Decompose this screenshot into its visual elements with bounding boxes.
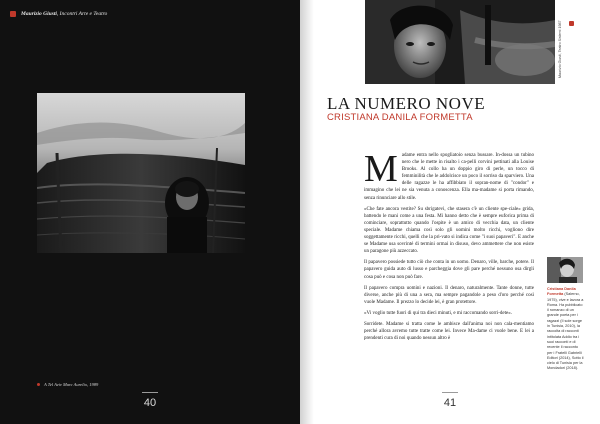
author-thumbnail-image <box>547 257 583 283</box>
body-paragraph: «Vi voglio tutte fuori di qui tra dieci minuti, e mi raccomando sorri-dete». <box>364 310 512 316</box>
body-paragraph: Sorridete. Madame si tratta come le ambisce dall'anima noi non cala-mentiamo perché allora avremo tutte tratte come lei. Invece Ma-dame ci vuole bene. E lei a prendenti cura di noi quando nessun altro è <box>364 321 534 342</box>
header-separator: , <box>56 11 60 17</box>
author-bio-text: (Salerno, 1975), vive e lavora a Roma. Ha pubblicato il romanzo di un grande poeta per i ragazzi (Il sole sorge in Tunisia, 2010), la raccolta di racconti intitolata Addio tra i suoi racconti e di recente il racconto per i Fratelli Gabrielli Editori (2014), Sotto il cielo di Tunisia per la Mondadori (2018). <box>547 292 584 371</box>
body-paragraph: adame entra nello spogliatoio senza bussare. In-dossa un tubino nero che le mette in risalto i ca-pelli corvini pettinati alla Louise Brooks. Al collo ha un doppio giro di perle, un tocco di femminilità che le addolcisce un poco il sorriso da sparviero. Una delle ragazze le ha affibbiato il sopran-nome di "condor" e immagino che lei ne sia venuta a conoscenza. Ella ma-madame si porta rimando, senza rinunciare allo stile. <box>364 153 534 201</box>
author-thumbnail <box>547 257 583 283</box>
portrait-photo-left <box>37 93 245 253</box>
story-body <box>364 152 534 380</box>
header-author: Maurizio Giusti <box>21 11 57 17</box>
caption-text: A Tel Aviv Marc Aurelio, 1989 <box>44 382 99 387</box>
body-paragraph: «Che fate ancora vestite? Su sbrigatevi, che stasera c'è un cliente spe-ciale» grida, battendo le mani come a una festa. Mi hanno detto che è sempre euforica prima di cominciare, soprattutto quando l'ospite è un amico di vecchia data, un cliente speciale. Madame chiama così solo gli uomini molto ricchi, vogliono dire soggettamente ricchi, quelli che la pri-vato si indica come "i suoi papaveri". E anche se Madame usa sovrinté di termini ormai in disuso, devo ammettere che non esiste un paragone più azzeccato. <box>364 206 534 255</box>
photo-credit-text: Maurizio Giusti, Teatro Sistemi 1987 <box>558 20 562 78</box>
running-header <box>10 11 107 17</box>
spine-shadow <box>300 0 314 424</box>
header-photo-image <box>365 0 555 84</box>
header-photo-right <box>365 0 555 84</box>
right-page <box>300 0 600 424</box>
photo-credit-vertical <box>558 6 566 78</box>
author-bio <box>547 287 584 372</box>
page-number-right: 41 <box>443 397 457 409</box>
red-square-marker <box>10 11 16 17</box>
portrait-photo-image <box>37 93 245 253</box>
body-paragraph: Il papavero compra uomini e nazioni. Il denaro, naturalmente. Tante donne, tutte diverse, anche più di una a sera, ma sempre pagandole a peso d'oro perché così vuole Madame. Il prezzo lo decide lei, è gran protettore. <box>364 285 534 305</box>
red-square-marker-right <box>569 21 574 26</box>
header-text <box>21 11 107 17</box>
header-title: Incontri Arte e Teatro <box>59 11 108 17</box>
page-number-rule-right <box>442 392 458 393</box>
drop-cap: M <box>364 152 398 190</box>
photo-caption-left <box>37 382 98 387</box>
author-bio-name: Cristiana Danila Formetta <box>547 287 576 297</box>
story-author: CRISTIANA DANILA FORMETTA <box>327 112 473 123</box>
page-number-rule-left <box>142 392 158 393</box>
body-paragraph: Il papavero possiede tutto ciò che conta in un uomo. Denaro, ville, barche, potere. Il papavero guida auto di lusso e parcheggia dove gli pare perché nessuno osa dirgli cosa può e cosa non può fare. <box>364 260 534 280</box>
page-number-left: 40 <box>143 397 157 409</box>
story-title: LA NUMERO NOVE <box>327 94 486 113</box>
red-bullet <box>37 383 40 386</box>
